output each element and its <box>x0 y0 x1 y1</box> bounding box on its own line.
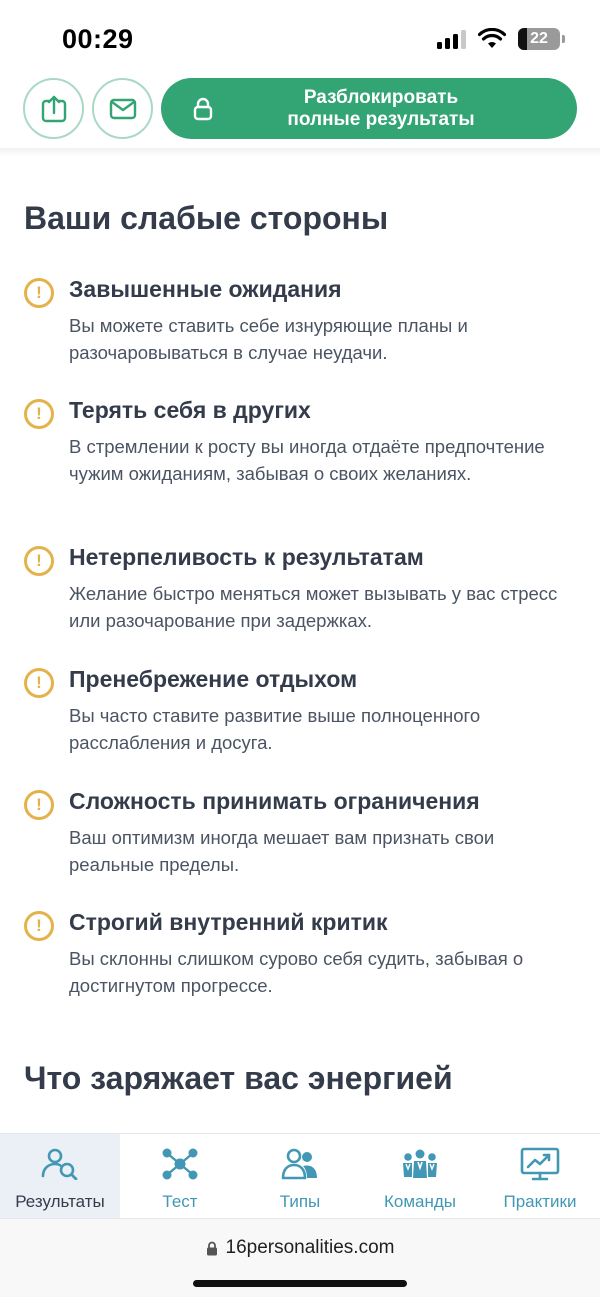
nav-results[interactable] <box>0 1134 120 1219</box>
nav-label: Практики <box>503 1192 577 1211</box>
weakness-title: Нетерпеливость к результатам <box>69 544 424 570</box>
status-icons <box>437 28 560 50</box>
weakness-description: Вы склонны слишком сурово себя судить, забывая о достигнутом прогрессе. <box>69 948 524 996</box>
results-icon <box>40 1146 80 1182</box>
nav-types[interactable] <box>240 1134 360 1219</box>
lock-icon <box>206 1241 218 1256</box>
browser-url-bar[interactable] <box>0 1218 600 1297</box>
battery-icon <box>518 28 560 50</box>
unlock-button-label <box>161 87 577 131</box>
warning-icon: ! <box>24 399 54 429</box>
warning-icon: ! <box>24 278 54 308</box>
weakness-description: Вы часто ставите развитие выше полноценного расслабления и досуга. <box>69 705 481 753</box>
nav-teams[interactable] <box>360 1134 480 1219</box>
weakness-description: Вы можете ставить себе изнуряющие планы и разочаровываться в случае неудачи. <box>69 315 468 363</box>
share-icon <box>40 95 68 123</box>
home-indicator[interactable] <box>193 1280 407 1287</box>
weakness-title: Пренебрежение отдыхом <box>69 666 358 692</box>
action-bar <box>0 78 600 148</box>
cellular-signal-icon <box>437 29 466 49</box>
weakness-title: Сложность принимать ограничения <box>69 788 480 814</box>
teams-icon <box>400 1146 440 1182</box>
weakness-description: Ваш оптимизм иногда мешает вам признать свои реальные пределы. <box>69 827 495 875</box>
weakness-title: Завышенные ожидания <box>69 276 342 302</box>
unlock-results-button[interactable] <box>161 78 577 139</box>
warning-icon: ! <box>24 790 54 820</box>
nav-label: Команды <box>383 1192 457 1211</box>
share-button[interactable] <box>23 78 84 139</box>
weaknesses-title: Ваши слабые стороны <box>24 200 389 236</box>
weakness-description: В стремлении к росту вы иногда отдаёте предпочтение чужим ожиданиям, забывая о своих желаниях. <box>69 436 545 484</box>
url-display[interactable] <box>0 1237 600 1259</box>
status-time: 00:29 <box>62 24 134 54</box>
bottom-navigation <box>0 1133 600 1218</box>
email-button[interactable] <box>92 78 153 139</box>
test-icon <box>160 1146 200 1182</box>
status-bar <box>0 0 600 78</box>
practices-icon <box>520 1146 560 1182</box>
wifi-icon <box>478 28 506 50</box>
warning-icon: ! <box>24 911 54 941</box>
energy-title: Что заряжает вас энергией <box>24 1060 453 1096</box>
mail-icon <box>109 98 137 120</box>
header-shadow <box>0 148 600 156</box>
nav-label: Тест <box>162 1192 198 1211</box>
nav-label: Типы <box>279 1192 321 1211</box>
unlock-label-line1: Разблокировать <box>303 86 459 108</box>
unlock-label-line2: полные результаты <box>287 108 475 130</box>
weakness-title: Строгий внутренний критик <box>69 909 388 935</box>
battery-percent: 22 <box>530 30 548 47</box>
nav-test[interactable] <box>120 1134 240 1219</box>
warning-icon: ! <box>24 668 54 698</box>
lock-icon <box>193 97 213 121</box>
types-icon <box>280 1146 320 1182</box>
weakness-description: Желание быстро меняться может вызывать у вас стресс или разочарование при задержках. <box>69 583 558 631</box>
url-text: 16personalities.com <box>225 1237 395 1258</box>
nav-practices[interactable] <box>480 1134 600 1219</box>
nav-label: Результаты <box>15 1192 105 1211</box>
warning-icon: ! <box>24 546 54 576</box>
weakness-title: Терять себя в других <box>69 397 311 423</box>
